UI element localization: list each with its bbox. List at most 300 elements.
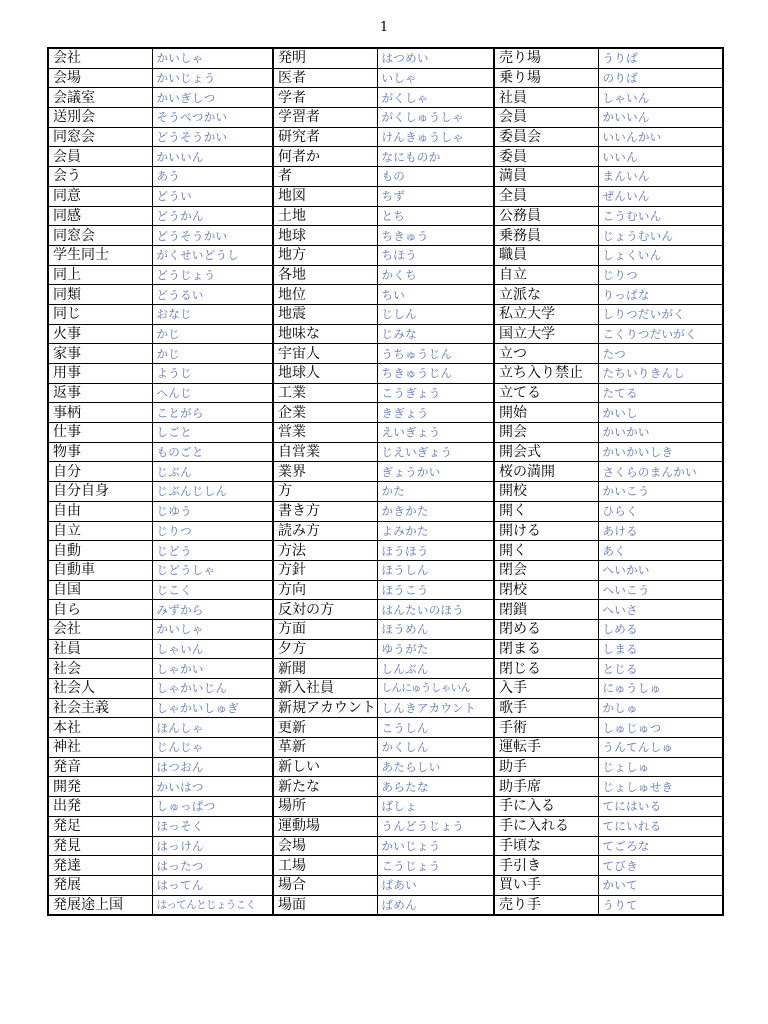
table-row bbox=[48, 777, 723, 797]
vocab-word-middle: 学者 bbox=[273, 88, 377, 108]
vocab-reading-middle: あたらしい bbox=[377, 757, 494, 777]
vocab-reading-middle: がくしゅうしゃ bbox=[377, 108, 494, 128]
vocab-reading-right: あける bbox=[598, 521, 723, 541]
vocab-word-middle: 方針 bbox=[273, 560, 377, 580]
vocab-reading-middle: よみかた bbox=[377, 521, 494, 541]
vocab-word-right: 職員 bbox=[494, 245, 598, 265]
table-row bbox=[48, 679, 723, 699]
vocab-word-middle: 地球人 bbox=[273, 364, 377, 384]
vocab-word-left: 火事 bbox=[48, 324, 152, 344]
table-row bbox=[48, 462, 723, 482]
vocab-reading-right: しゃいん bbox=[598, 88, 723, 108]
vocab-reading-middle: しんにゅうしゃいん bbox=[377, 679, 494, 699]
vocab-reading-middle: ほうめん bbox=[377, 619, 494, 639]
vocab-reading-left: どうるい bbox=[152, 285, 273, 305]
vocab-word-right: 手頃な bbox=[494, 836, 598, 856]
table-row bbox=[48, 88, 723, 108]
vocab-word-right: 手に入れる bbox=[494, 816, 598, 836]
vocab-word-left: 会員 bbox=[48, 147, 152, 167]
vocab-word-middle: 新しい bbox=[273, 757, 377, 777]
vocab-word-middle: 何者か bbox=[273, 147, 377, 167]
vocab-reading-right: かいし bbox=[598, 403, 723, 423]
vocab-word-right: 閉鎖 bbox=[494, 600, 598, 620]
table-row bbox=[48, 501, 723, 521]
vocab-word-middle: 新たな bbox=[273, 777, 377, 797]
vocab-reading-right: うりて bbox=[598, 895, 723, 915]
vocab-reading-middle: ばあい bbox=[377, 875, 494, 895]
vocab-word-right: 立てる bbox=[494, 383, 598, 403]
vocab-reading-right: かいて bbox=[598, 875, 723, 895]
vocab-reading-middle: こうぎょう bbox=[377, 383, 494, 403]
vocab-word-right: 売り場 bbox=[494, 48, 598, 68]
vocab-word-middle: 地図 bbox=[273, 186, 377, 206]
vocab-reading-middle: えいぎょう bbox=[377, 423, 494, 443]
vocab-reading-right: ぜんいん bbox=[598, 186, 723, 206]
page-number: 1 bbox=[379, 20, 389, 35]
vocab-word-left: 自ら bbox=[48, 600, 152, 620]
vocab-reading-left: ものごと bbox=[152, 442, 273, 462]
vocab-word-left: 自動車 bbox=[48, 560, 152, 580]
vocab-word-middle: 反対の方 bbox=[273, 600, 377, 620]
vocab-reading-left: はってんとじょうこく bbox=[152, 895, 273, 915]
vocab-word-left: 仕事 bbox=[48, 423, 152, 443]
vocab-reading-left: どうそうかい bbox=[152, 127, 273, 147]
table-row bbox=[48, 167, 723, 187]
vocab-word-right: 満員 bbox=[494, 167, 598, 187]
vocab-word-left: 同じ bbox=[48, 304, 152, 324]
vocab-word-left: 学生同士 bbox=[48, 245, 152, 265]
vocab-reading-left: しごと bbox=[152, 423, 273, 443]
vocab-reading-middle: ばめん bbox=[377, 895, 494, 915]
vocab-word-left: 同意 bbox=[48, 186, 152, 206]
vocab-reading-right: へいさ bbox=[598, 600, 723, 620]
vocab-reading-middle: じしん bbox=[377, 304, 494, 324]
vocab-reading-middle: うちゅうじん bbox=[377, 344, 494, 364]
table-row bbox=[48, 68, 723, 88]
table-row bbox=[48, 147, 723, 167]
vocab-reading-middle: はんたいのほう bbox=[377, 600, 494, 620]
vocab-reading-middle: もの bbox=[377, 167, 494, 187]
vocab-reading-left: かいじょう bbox=[152, 68, 273, 88]
vocab-word-middle: 夕方 bbox=[273, 639, 377, 659]
vocab-word-middle: 地方 bbox=[273, 245, 377, 265]
vocab-reading-left: かいぎしつ bbox=[152, 88, 273, 108]
vocab-reading-left: どうそうかい bbox=[152, 226, 273, 246]
vocab-reading-left: じゆう bbox=[152, 501, 273, 521]
vocab-reading-right: たつ bbox=[598, 344, 723, 364]
vocab-reading-right: たちいりきんし bbox=[598, 364, 723, 384]
vocab-reading-left: どうじょう bbox=[152, 265, 273, 285]
vocab-word-middle: 企業 bbox=[273, 403, 377, 423]
vocab-reading-left: じぶんじしん bbox=[152, 482, 273, 502]
vocab-reading-left: ほんしゃ bbox=[152, 718, 273, 738]
vocab-reading-left: ほっそく bbox=[152, 816, 273, 836]
vocab-word-right: 閉会 bbox=[494, 560, 598, 580]
vocab-reading-right: かいかい bbox=[598, 423, 723, 443]
vocab-word-right: 手引き bbox=[494, 856, 598, 876]
table-row bbox=[48, 619, 723, 639]
table-row bbox=[48, 895, 723, 915]
vocab-word-left: 同窓会 bbox=[48, 226, 152, 246]
vocab-word-right: 開始 bbox=[494, 403, 598, 423]
vocab-reading-left: じりつ bbox=[152, 521, 273, 541]
vocab-word-left: 自分 bbox=[48, 462, 152, 482]
table-row bbox=[48, 364, 723, 384]
vocab-word-left: 社会 bbox=[48, 659, 152, 679]
vocab-word-middle: 書き方 bbox=[273, 501, 377, 521]
table-row bbox=[48, 521, 723, 541]
vocab-reading-left: へんじ bbox=[152, 383, 273, 403]
vocab-word-right: 開校 bbox=[494, 482, 598, 502]
vocab-word-left: 自分自身 bbox=[48, 482, 152, 502]
vocab-reading-right: まんいん bbox=[598, 167, 723, 187]
vocab-word-right: 私立大学 bbox=[494, 304, 598, 324]
vocab-word-left: 会場 bbox=[48, 68, 152, 88]
vocab-reading-right: かしゅ bbox=[598, 698, 723, 718]
vocab-reading-middle: かいじょう bbox=[377, 836, 494, 856]
vocab-reading-middle: とち bbox=[377, 206, 494, 226]
vocab-reading-left: そうべつかい bbox=[152, 108, 273, 128]
vocab-reading-right: こくりつだいがく bbox=[598, 324, 723, 344]
vocab-word-middle: 工業 bbox=[273, 383, 377, 403]
vocab-reading-middle: かきかた bbox=[377, 501, 494, 521]
vocab-reading-middle: こうしん bbox=[377, 718, 494, 738]
vocab-word-left: 家事 bbox=[48, 344, 152, 364]
vocab-reading-right: じょしゅ bbox=[598, 757, 723, 777]
vocab-reading-left: かじ bbox=[152, 324, 273, 344]
vocab-word-right: 桜の満開 bbox=[494, 462, 598, 482]
vocab-word-middle: 地震 bbox=[273, 304, 377, 324]
vocab-reading-middle: うんどうじょう bbox=[377, 816, 494, 836]
vocab-reading-left: みずから bbox=[152, 600, 273, 620]
vocab-reading-middle: ほうしん bbox=[377, 560, 494, 580]
vocab-reading-middle: はつめい bbox=[377, 48, 494, 68]
table-row bbox=[48, 245, 723, 265]
vocab-reading-left: はつおん bbox=[152, 757, 273, 777]
vocab-reading-right: しゅじゅつ bbox=[598, 718, 723, 738]
vocab-word-right: 自立 bbox=[494, 265, 598, 285]
vocab-word-right: 助手 bbox=[494, 757, 598, 777]
vocab-reading-left: じんじゃ bbox=[152, 738, 273, 758]
vocab-reading-right: とじる bbox=[598, 659, 723, 679]
vocab-word-middle: 新規アカウント bbox=[273, 698, 377, 718]
vocab-word-left: 会議室 bbox=[48, 88, 152, 108]
vocab-word-middle: 方向 bbox=[273, 580, 377, 600]
vocab-reading-left: じどう bbox=[152, 541, 273, 561]
vocab-reading-right: かいいん bbox=[598, 108, 723, 128]
vocab-word-left: 用事 bbox=[48, 364, 152, 384]
vocab-word-right: 閉める bbox=[494, 619, 598, 639]
vocab-word-right: 委員会 bbox=[494, 127, 598, 147]
vocab-reading-middle: きぎょう bbox=[377, 403, 494, 423]
vocab-word-left: 本社 bbox=[48, 718, 152, 738]
vocab-reading-left: かじ bbox=[152, 344, 273, 364]
vocab-reading-left: しゅっぱつ bbox=[152, 797, 273, 817]
vocab-reading-right: しまる bbox=[598, 639, 723, 659]
table-row bbox=[48, 875, 723, 895]
table-row bbox=[48, 482, 723, 502]
vocab-word-right: 買い手 bbox=[494, 875, 598, 895]
vocab-reading-right: のりば bbox=[598, 68, 723, 88]
vocab-reading-right: かいかいしき bbox=[598, 442, 723, 462]
vocab-reading-left: しゃかい bbox=[152, 659, 273, 679]
vocab-reading-right: いいんかい bbox=[598, 127, 723, 147]
vocab-word-middle: 各地 bbox=[273, 265, 377, 285]
vocab-word-middle: 工場 bbox=[273, 856, 377, 876]
vocab-reading-middle: ちず bbox=[377, 186, 494, 206]
vocab-reading-right: ひらく bbox=[598, 501, 723, 521]
vocab-reading-right: じょうむいん bbox=[598, 226, 723, 246]
vocab-word-left: 物事 bbox=[48, 442, 152, 462]
vocab-word-middle: 革新 bbox=[273, 738, 377, 758]
vocab-reading-right: うんてんしゅ bbox=[598, 738, 723, 758]
vocab-word-right: 開く bbox=[494, 541, 598, 561]
vocab-reading-right: へいこう bbox=[598, 580, 723, 600]
vocab-word-right: 閉じる bbox=[494, 659, 598, 679]
vocab-reading-middle: ぎょうかい bbox=[377, 462, 494, 482]
vocab-reading-left: ことがら bbox=[152, 403, 273, 423]
table-row bbox=[48, 423, 723, 443]
vocab-reading-left: どうかん bbox=[152, 206, 273, 226]
vocab-reading-middle: ちきゅう bbox=[377, 226, 494, 246]
vocab-word-right: 開ける bbox=[494, 521, 598, 541]
vocab-reading-left: はったつ bbox=[152, 856, 273, 876]
vocab-word-middle: 方 bbox=[273, 482, 377, 502]
vocab-word-right: 助手席 bbox=[494, 777, 598, 797]
vocab-reading-middle: かくち bbox=[377, 265, 494, 285]
table-row bbox=[48, 718, 723, 738]
vocab-word-right: 社員 bbox=[494, 88, 598, 108]
vocab-word-left: 神社 bbox=[48, 738, 152, 758]
vocab-reading-middle: しんぶん bbox=[377, 659, 494, 679]
vocab-word-left: 同上 bbox=[48, 265, 152, 285]
vocab-word-left: 同類 bbox=[48, 285, 152, 305]
vocab-word-middle: 方面 bbox=[273, 619, 377, 639]
table-row bbox=[48, 639, 723, 659]
vocab-reading-right: しりつだいがく bbox=[598, 304, 723, 324]
vocab-word-middle: 宇宙人 bbox=[273, 344, 377, 364]
vocab-word-left: 同窓会 bbox=[48, 127, 152, 147]
vocab-reading-right: にゅうしゅ bbox=[598, 679, 723, 699]
vocab-word-middle: 地味な bbox=[273, 324, 377, 344]
vocab-reading-right: こうむいん bbox=[598, 206, 723, 226]
vocab-word-left: 会う bbox=[48, 167, 152, 187]
vocab-word-middle: 業界 bbox=[273, 462, 377, 482]
vocab-word-middle: 発明 bbox=[273, 48, 377, 68]
vocab-reading-right: じりつ bbox=[598, 265, 723, 285]
table-row bbox=[48, 304, 723, 324]
vocab-word-middle: 医者 bbox=[273, 68, 377, 88]
vocab-reading-right: りっぱな bbox=[598, 285, 723, 305]
vocab-word-middle: 地球 bbox=[273, 226, 377, 246]
vocab-reading-right: てにはいる bbox=[598, 797, 723, 817]
vocab-word-middle: 読み方 bbox=[273, 521, 377, 541]
vocab-word-right: 開会 bbox=[494, 423, 598, 443]
vocab-reading-left: ようじ bbox=[152, 364, 273, 384]
table-row bbox=[48, 797, 723, 817]
table-row bbox=[48, 226, 723, 246]
vocab-word-middle: 地位 bbox=[273, 285, 377, 305]
table-row bbox=[48, 186, 723, 206]
table-row bbox=[48, 403, 723, 423]
vocab-word-right: 乗務員 bbox=[494, 226, 598, 246]
vocab-word-middle: 新聞 bbox=[273, 659, 377, 679]
table-row bbox=[48, 698, 723, 718]
vocab-word-left: 自由 bbox=[48, 501, 152, 521]
vocab-reading-middle: じみな bbox=[377, 324, 494, 344]
vocab-reading-middle: かくしん bbox=[377, 738, 494, 758]
vocab-word-middle: 学習者 bbox=[273, 108, 377, 128]
vocab-word-right: 歌手 bbox=[494, 698, 598, 718]
vocab-reading-right: しめる bbox=[598, 619, 723, 639]
vocab-reading-middle: しんきアカウント bbox=[377, 698, 494, 718]
vocab-reading-left: かいしゃ bbox=[152, 48, 273, 68]
vocab-reading-middle: じえいぎょう bbox=[377, 442, 494, 462]
vocab-word-middle: 自営業 bbox=[273, 442, 377, 462]
vocab-word-middle: 営業 bbox=[273, 423, 377, 443]
vocab-reading-right: じょしゅせき bbox=[598, 777, 723, 797]
vocab-word-left: 社員 bbox=[48, 639, 152, 659]
vocab-word-left: 同感 bbox=[48, 206, 152, 226]
vocab-reading-middle: がくしゃ bbox=[377, 88, 494, 108]
vocab-word-right: 手術 bbox=[494, 718, 598, 738]
table-row bbox=[48, 856, 723, 876]
vocab-reading-middle: ちほう bbox=[377, 245, 494, 265]
vocab-reading-left: がくせいどうし bbox=[152, 245, 273, 265]
vocab-reading-middle: こうじょう bbox=[377, 856, 494, 876]
vocab-word-right: 乗り場 bbox=[494, 68, 598, 88]
vocab-word-right: 売り手 bbox=[494, 895, 598, 915]
vocab-reading-left: かいいん bbox=[152, 147, 273, 167]
vocab-word-middle: 会場 bbox=[273, 836, 377, 856]
vocab-word-middle: 更新 bbox=[273, 718, 377, 738]
vocab-reading-middle: ほうこう bbox=[377, 580, 494, 600]
vocab-word-right: 国立大学 bbox=[494, 324, 598, 344]
vocab-reading-right: てにいれる bbox=[598, 816, 723, 836]
vocab-word-right: 開く bbox=[494, 501, 598, 521]
vocab-word-left: 社会主義 bbox=[48, 698, 152, 718]
vocab-word-left: 会社 bbox=[48, 48, 152, 68]
vocab-word-left: 送別会 bbox=[48, 108, 152, 128]
vocab-reading-left: しゃいん bbox=[152, 639, 273, 659]
vocab-reading-middle: ちきゅうじん bbox=[377, 364, 494, 384]
table-row bbox=[48, 836, 723, 856]
vocab-word-left: 事柄 bbox=[48, 403, 152, 423]
vocab-word-middle: 新入社員 bbox=[273, 679, 377, 699]
vocab-word-right: 立ち入り禁止 bbox=[494, 364, 598, 384]
table-row bbox=[48, 383, 723, 403]
vocab-reading-left: しゃかいしゅぎ bbox=[152, 698, 273, 718]
vocab-word-middle: 運動場 bbox=[273, 816, 377, 836]
vocab-reading-right: うりば bbox=[598, 48, 723, 68]
vocab-word-left: 発展途上国 bbox=[48, 895, 152, 915]
vocab-word-middle: 土地 bbox=[273, 206, 377, 226]
table-row bbox=[48, 600, 723, 620]
vocab-word-right: 会員 bbox=[494, 108, 598, 128]
vocab-word-middle: 場面 bbox=[273, 895, 377, 915]
vocab-word-left: 会社 bbox=[48, 619, 152, 639]
table-row bbox=[48, 442, 723, 462]
vocab-word-right: 立つ bbox=[494, 344, 598, 364]
table-row bbox=[48, 738, 723, 758]
vocab-word-right: 手に入る bbox=[494, 797, 598, 817]
vocab-word-middle: 場合 bbox=[273, 875, 377, 895]
vocab-word-left: 発展 bbox=[48, 875, 152, 895]
vocab-word-right: 入手 bbox=[494, 679, 598, 699]
table-row bbox=[48, 324, 723, 344]
vocab-reading-left: はっけん bbox=[152, 836, 273, 856]
vocab-word-middle: 方法 bbox=[273, 541, 377, 561]
vocab-reading-left: じぶん bbox=[152, 462, 273, 482]
vocab-reading-left: じどうしゃ bbox=[152, 560, 273, 580]
vocab-reading-left: はってん bbox=[152, 875, 273, 895]
table-row bbox=[48, 265, 723, 285]
vocab-reading-middle: なにものか bbox=[377, 147, 494, 167]
vocab-word-left: 自立 bbox=[48, 521, 152, 541]
table-row bbox=[48, 127, 723, 147]
table-row bbox=[48, 48, 723, 68]
vocab-reading-middle: ばしょ bbox=[377, 797, 494, 817]
vocabulary-table bbox=[47, 47, 724, 916]
vocab-word-right: 全員 bbox=[494, 186, 598, 206]
vocab-word-right: 運転手 bbox=[494, 738, 598, 758]
table-row bbox=[48, 108, 723, 128]
vocab-word-left: 発見 bbox=[48, 836, 152, 856]
vocab-reading-middle: けんきゅうしゃ bbox=[377, 127, 494, 147]
vocab-reading-right: てびき bbox=[598, 856, 723, 876]
vocab-reading-middle: ちい bbox=[377, 285, 494, 305]
vocab-word-middle: 者 bbox=[273, 167, 377, 187]
vocab-word-left: 自動 bbox=[48, 541, 152, 561]
table-row bbox=[48, 285, 723, 305]
vocab-word-left: 返事 bbox=[48, 383, 152, 403]
vocab-word-middle: 場所 bbox=[273, 797, 377, 817]
vocab-reading-right: てごろな bbox=[598, 836, 723, 856]
vocab-word-left: 発達 bbox=[48, 856, 152, 876]
vocab-word-right: 開会式 bbox=[494, 442, 598, 462]
vocab-reading-right: しょくいん bbox=[598, 245, 723, 265]
vocab-reading-left: かいしゃ bbox=[152, 619, 273, 639]
vocab-reading-right: たてる bbox=[598, 383, 723, 403]
vocab-word-right: 閉校 bbox=[494, 580, 598, 600]
vocab-word-left: 発音 bbox=[48, 757, 152, 777]
vocab-word-left: 開発 bbox=[48, 777, 152, 797]
vocab-reading-right: かいこう bbox=[598, 482, 723, 502]
vocab-reading-right: いいん bbox=[598, 147, 723, 167]
table-row bbox=[48, 344, 723, 364]
table-row bbox=[48, 816, 723, 836]
vocab-reading-middle: かた bbox=[377, 482, 494, 502]
vocab-word-right: 委員 bbox=[494, 147, 598, 167]
vocab-reading-left: おなじ bbox=[152, 304, 273, 324]
vocab-word-middle: 研究者 bbox=[273, 127, 377, 147]
vocab-word-left: 出発 bbox=[48, 797, 152, 817]
vocab-reading-middle: ほうほう bbox=[377, 541, 494, 561]
table-row bbox=[48, 580, 723, 600]
vocab-reading-left: どうい bbox=[152, 186, 273, 206]
table-row bbox=[48, 206, 723, 226]
table-row bbox=[48, 560, 723, 580]
vocab-reading-left: あう bbox=[152, 167, 273, 187]
vocab-reading-left: しゃかいじん bbox=[152, 679, 273, 699]
vocabulary-table-body bbox=[48, 48, 723, 915]
vocab-reading-left: かいはつ bbox=[152, 777, 273, 797]
vocab-reading-right: あく bbox=[598, 541, 723, 561]
table-row bbox=[48, 541, 723, 561]
vocab-reading-left: じこく bbox=[152, 580, 273, 600]
table-row bbox=[48, 757, 723, 777]
vocab-word-left: 発足 bbox=[48, 816, 152, 836]
